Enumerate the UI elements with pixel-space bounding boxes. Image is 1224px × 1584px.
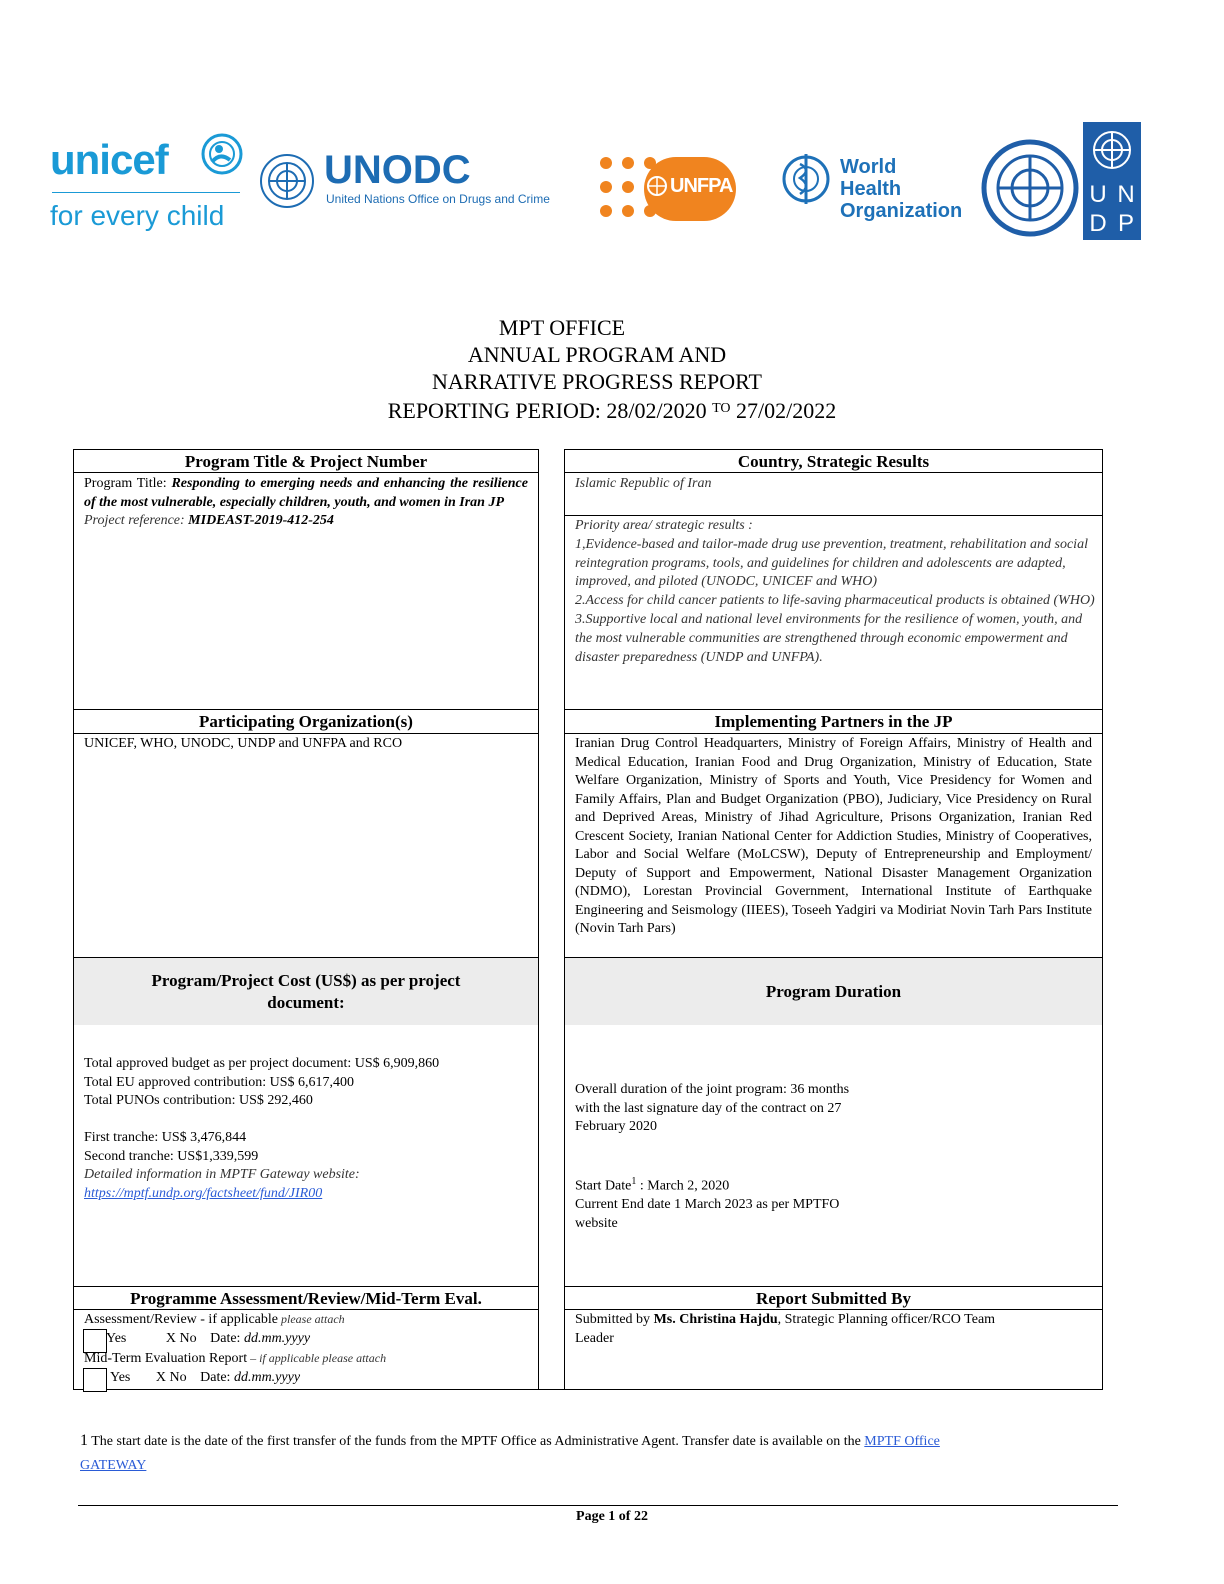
submitted-header: Report Submitted By [756,1289,911,1308]
un-emblem-icon [1083,122,1141,178]
duration-details [575,1081,1095,1137]
unfpa-dot [600,205,612,217]
country-value: Islamic Republic of Iran [575,476,712,491]
eu-contribution: Total EU approved contribution: US$ 6,617,400 [84,1074,355,1090]
table-border [564,733,1103,734]
project-reference-label: Project reference: [84,513,189,528]
assessment-date-label: Date: [210,1331,241,1346]
table-border [564,1286,1103,1287]
country-header: Country, Strategic Results [737,452,930,471]
assessment-no-label: No [179,1331,197,1346]
footnote-text: The start date is the date of the first transfer of the funds from the MPTF Office as Administrative Agent. Transfer date is available on the [88,1434,865,1449]
duration-line-2: with the last signature day of the contract on 27 [575,1100,842,1116]
table-border [538,449,539,1390]
table-border [564,472,1103,473]
unfpa-wordmark: UNFPA [670,175,733,197]
unicef-emblem-icon [200,132,244,176]
table-border [73,733,539,734]
page-number: Page 1 of 22 [576,1509,648,1524]
program-title-header: Program Title & Project Number [184,452,428,471]
program-title-value: Responding to emerging needs and enhancing the resilience of the most vulnerable, especially children, youth, and women in Iran JP [84,476,528,510]
program-title-label: Program Title: [84,476,172,491]
unodc-wordmark: UNODC [324,148,471,192]
un-emblem-icon [980,138,1080,238]
assessment-x-mark[interactable]: X [165,1331,176,1346]
second-tranche: Second tranche: US$1,339,599 [84,1148,259,1164]
table-border [73,1389,1103,1390]
table-border [564,1309,1103,1310]
assessment-note: please attach [278,1312,345,1326]
start-date-value: : March 2, 2020 [636,1178,730,1194]
duration-header: Program Duration [765,982,902,1001]
un-emblem-icon [258,152,316,210]
table-border [564,449,1103,450]
undp-letter: P [1117,210,1134,237]
table-border [73,449,74,1390]
table-border [564,515,1103,516]
cost-header-line-1: Program/Project Cost (US$) as per project [151,971,461,990]
gateway-link[interactable]: https://mptf.undp.org/factsheet/fund/JIR00 [84,1185,323,1201]
unicef-tagline: for every child [50,200,225,231]
table-border [73,957,539,958]
cost-header [74,970,538,1014]
title-line-2: ANNUAL PROGRAM AND [467,342,727,367]
project-reference-value: MIDEAST-2019-412-254 [188,513,334,528]
report-title [0,314,1224,424]
who-logo [776,150,963,222]
footnote [80,1429,1120,1478]
table-border [564,709,1103,710]
who-wordmark-line2: Organization [840,200,963,222]
end-date-line-1: Current End date 1 March 2023 as per MPTFO [575,1197,840,1213]
start-date-footnote-ref: 1 [631,1176,637,1187]
assessment-row [84,1310,534,1330]
implementing-header: Implementing Partners in the JP [714,712,953,731]
assessment-options [106,1330,536,1349]
puno-contribution: Total PUNOs contribution: US$ 292,460 [84,1093,313,1108]
table-border [73,449,539,450]
table-border [1102,449,1103,1390]
undp-letter: D [1089,210,1107,237]
unfpa-dot [622,181,634,193]
submitted-by [575,1311,1095,1348]
priority-item-2: 2.Access for child cancer patients to life-saving pharmaceutical products is obtained (WHO) [575,593,1095,609]
unodc-logo [258,148,558,214]
reporting-period-start: REPORTING PERIOD: 28/02/2020 [387,398,707,423]
title-line-4 [0,395,1224,424]
midterm-row [84,1349,534,1369]
midterm-yes-checkbox[interactable] [83,1368,107,1392]
midterm-x-mark[interactable]: X [155,1370,166,1385]
table-border [73,709,539,710]
unicef-divider [52,192,240,193]
end-date-line-2: website [575,1215,618,1231]
participating-header: Participating Organization(s) [199,712,413,731]
participating-value: UNICEF, WHO, UNODC, UNDP and UNFPA and RCO [84,736,403,751]
midterm-no-label: No [169,1370,187,1385]
assessment-yes-label: Yes [106,1331,127,1346]
first-tranche: First tranche: US$ 3,476,844 [84,1130,247,1145]
unfpa-dot [622,205,634,217]
submitted-prefix: Submitted by [575,1312,654,1327]
midterm-label: Mid-Term Evaluation Report [84,1351,248,1366]
midterm-note: – if applicable please attach [247,1351,387,1365]
table-border [564,449,565,1390]
mptf-office-link[interactable]: MPTF Office [864,1434,940,1449]
undp-logo [980,122,1145,242]
priority-item-3: 3.Supportive local and national level environments for the resilience of women, youth, and the most vulnerable communities are strengthened through economic empowerment and disaster preparedness (UNDP and UNFPA). [575,611,1083,665]
program-title-cell [84,475,528,531]
start-date-label: Start Date [575,1178,632,1194]
assessment-label: Assessment/Review - if applicable [84,1312,279,1327]
footer-rule [78,1505,1118,1506]
midterm-date-value: dd.mm.yyyy [233,1370,301,1385]
duration-line-1: Overall duration of the joint program: 36 months [575,1082,850,1097]
unfpa-dot [600,181,612,193]
gateway-note: Detailed information in MPTF Gateway website: [84,1167,360,1182]
midterm-options [110,1369,540,1388]
table-border [73,472,539,473]
unicef-logo [50,132,245,242]
midterm-date-label: Date: [200,1370,231,1385]
who-emblem-icon [776,150,836,208]
reporting-period-end: 27/02/2022 [736,398,837,423]
unfpa-dot [622,157,634,169]
submitter-role-cont: Leader [575,1330,614,1346]
assessment-header: Programme Assessment/Review/Mid-Term Eval. [130,1289,482,1308]
duration-line-3: February 2020 [575,1119,658,1134]
unfpa-dot [600,157,612,169]
un-emblem-icon [646,175,668,197]
assessment-date-value: dd.mm.yyyy [243,1331,311,1346]
reporting-period-to: TO [712,401,731,416]
priority-item-1: 1,Evidence-based and tailor-made drug use prevention, treatment, rehabilitation and social reintegration programs, tools, and guidelines for children and adolescents are adapted, improved, and piloted (UNODC, UNICEF and WHO) [575,536,1088,590]
gateway-link-footnote[interactable]: GATEWAY [80,1458,147,1473]
cost-details [84,1055,528,1203]
who-wordmark-line1: World Health [840,156,902,200]
submitter-role: , Strategic Planning officer/RCO Team [777,1312,996,1327]
unodc-subtitle: United Nations Office on Drugs and Crime [326,192,550,206]
undp-letter: N [1117,181,1135,208]
dates [575,1173,1095,1233]
submitter-name: Ms. Christina Hajdu [653,1312,778,1327]
implementing-value: Iranian Drug Control Headquarters, Ministry of Foreign Affairs, Ministry of Health and Medical Education, Iranian Food and Drug Organization, Ministry of Education, State Welfare Organization, Ministry of Sports and Youth, Vice Presidency for Women and Family Affairs, Plan and Budget Organization (PBO), Judiciary, Vice Presidency on Rural and Deprived Areas, Ministry of Jihad Agriculture, Prisons Organization, Iranian Red Crescent Society, Iranian National Center for Addiction Studies, Ministry of Cooperatives, Labor and Social Welfare (MoLCSW), Deputy of Entrepreneurship and Employment/ Deputy of Support and Empowerment, National Disaster Management Organization (NDMO), Lorestan Provincial Government, International Institute of Earthquake Engineering and Seismology (IIEES), Toseeh Yadgiri va Modiriat Novin Tarh Pars Institute (Novin Tarh Pars) [575,736,1092,936]
undp-letter: U [1089,181,1107,208]
title-line-1: MPT OFFICE [498,315,626,340]
priority-areas [575,517,1095,667]
who-wordmark [840,156,962,222]
unfpa-logo [600,155,740,221]
midterm-yes-label: Yes [110,1370,131,1385]
title-line-3: NARRATIVE PROGRESS REPORT [432,369,762,394]
undp-letter-box [1083,122,1141,240]
total-approved-budget: Total approved budget as per project document: US$ 6,909,860 [84,1056,440,1071]
footnote-number: 1 [80,1432,88,1449]
table-border [73,1286,539,1287]
priority-label: Priority area/ strategic results : [575,518,753,533]
unicef-wordmark: unicef [50,136,168,183]
cost-header-line-2: document: [267,993,345,1012]
table-border [564,957,1103,958]
